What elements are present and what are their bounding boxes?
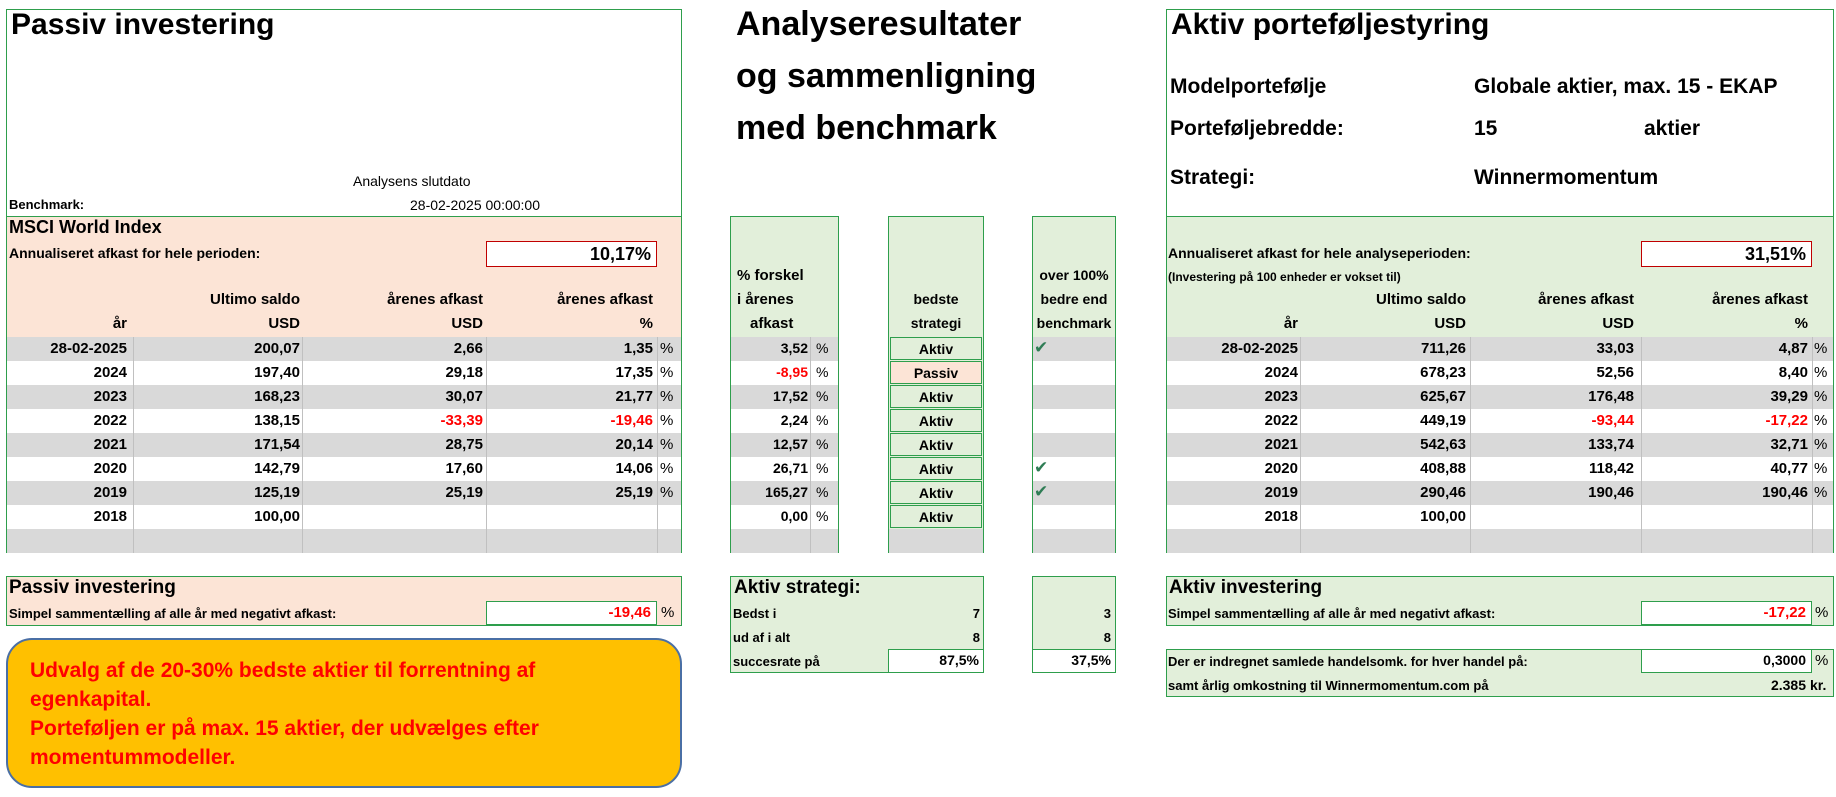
pct-cell: 4,87 [1778, 340, 1808, 357]
diff-unit: % [816, 340, 829, 356]
unit-cell: % [1814, 484, 1828, 501]
saldo-cell: 142,79 [254, 460, 300, 477]
year-cell: 2024 [1264, 364, 1298, 381]
cost-label: Der er indregnet samlede handelsomk. for hver handel på: [1168, 654, 1528, 669]
column-divider [1641, 337, 1642, 553]
benchmark-label: Benchmark: [9, 197, 85, 212]
over-row [1033, 385, 1115, 409]
passive-title: Passiv investering [11, 8, 275, 41]
analysis-title-3: med benchmark [736, 109, 997, 147]
diff-value: 26,71 [772, 460, 808, 476]
active-annual-note: (Investering på 100 enheder er vokset til) [1168, 270, 1401, 284]
column-divider [133, 337, 134, 553]
unit-cell: % [660, 412, 674, 429]
pct-cell: 39,29 [1770, 388, 1808, 405]
over-success-value: 37,5% [1071, 652, 1111, 668]
active-summary-title: Aktiv investering [1169, 577, 1323, 598]
year-cell: 2018 [1264, 508, 1298, 525]
usd-cell: 176,48 [1588, 388, 1634, 405]
model-value: Globale aktier, max. 15 - EKAP [1474, 75, 1778, 98]
pct-cell: 40,77 [1770, 460, 1808, 477]
passive-annual-label: Annualiseret afkast for hele perioden: [9, 245, 261, 261]
diff-unit: % [816, 388, 829, 404]
success-value: 87,5% [939, 652, 979, 668]
diff-value: 17,52 [772, 388, 808, 404]
over-row [1033, 409, 1115, 433]
column-divider [1470, 337, 1471, 553]
saldo-cell: 678,23 [1420, 364, 1466, 381]
year-cell: 2023 [1264, 388, 1298, 405]
usd-cell: 33,03 [1596, 340, 1634, 357]
diff-value: 0,00 [780, 508, 808, 524]
best-hdr-2: strategi [910, 315, 962, 331]
pct-cell: 8,40 [1778, 364, 1808, 381]
width-unit: aktier [1644, 117, 1701, 140]
saldo-cell: 125,19 [254, 484, 300, 501]
active-annual-label: Annualiseret afkast for hele analyseperioden: [1168, 245, 1471, 261]
column-divider [486, 337, 487, 553]
table-row [1167, 529, 1833, 553]
usd-cell: 30,07 [445, 388, 483, 405]
active-hdr-saldo-2: USD [1434, 315, 1466, 332]
pct-cell: 21,77 [615, 388, 653, 405]
model-label: Modelportefølje [1170, 75, 1327, 98]
aktiv-strategy-title: Aktiv strategi: [734, 577, 861, 598]
unit-cell: % [1814, 460, 1828, 477]
best-strategy-cell: Aktiv [890, 385, 982, 408]
yearly-label: samt årlig omkostning til Winnermomentum.com på [1168, 678, 1489, 693]
diff-unit: % [816, 508, 829, 524]
usd-cell: 133,74 [1588, 436, 1634, 453]
diff-hdr-2: i årenes [737, 291, 794, 308]
diff-unit: % [816, 412, 829, 428]
year-cell: 28-02-2025 [50, 340, 127, 357]
diff-row [731, 529, 838, 553]
passive-hdr-year: år [112, 315, 127, 332]
best-strategy-cell: Aktiv [890, 337, 982, 360]
over-row [1033, 529, 1115, 553]
active-summary-label: Simpel sammentælling af alle år med negativt afkast: [1168, 606, 1496, 621]
active-hdr-usd-2: USD [1602, 315, 1634, 332]
best-strategy-cell: Aktiv [890, 481, 982, 504]
pct-cell: 25,19 [615, 484, 653, 501]
cost-unit: % [1815, 652, 1829, 669]
column-divider [302, 337, 303, 553]
year-cell: 2018 [93, 508, 127, 525]
unit-cell: % [660, 460, 674, 477]
analysis-title-2: og sammenligning [736, 57, 1037, 95]
check-icon: ✔ [1034, 482, 1049, 501]
usd-cell: 17,60 [445, 460, 483, 477]
over-hdr-3: benchmark [1036, 315, 1112, 331]
slutdato-label: Analysens slutdato [353, 173, 471, 189]
over-ud-value: 8 [1103, 630, 1111, 645]
over-hdr-2: bedre end [1040, 291, 1108, 307]
active-hdr-pct-1: årenes afkast [1712, 291, 1808, 308]
active-annual-value: 31,51% [1641, 241, 1812, 267]
pct-cell: 32,71 [1770, 436, 1808, 453]
saldo-cell: 542,63 [1420, 436, 1466, 453]
pct-cell: 190,46 [1762, 484, 1808, 501]
passive-summary-unit: % [661, 604, 675, 621]
pct-cell: 1,35 [623, 340, 653, 357]
passive-hdr-pct-1: årenes afkast [557, 291, 653, 308]
saldo-cell: 449,19 [1420, 412, 1466, 429]
over-row [1033, 505, 1115, 529]
column-divider [1300, 337, 1301, 553]
best-strategy-cell: Aktiv [890, 433, 982, 456]
width-value: 15 [1474, 117, 1498, 140]
saldo-cell: 171,54 [254, 436, 300, 453]
diff-value: 2,24 [780, 412, 808, 428]
passive-hdr-usd-2: USD [451, 315, 483, 332]
ud-label: ud af i alt [733, 630, 791, 645]
unit-cell: % [1814, 388, 1828, 405]
strategy-value: Winnermomentum [1474, 166, 1659, 189]
over-hdr-1: over 100% [1039, 267, 1109, 283]
unit-cell: % [1814, 340, 1828, 357]
yearly-unit: kr. [1810, 677, 1827, 693]
active-hdr-year: år [1283, 315, 1298, 332]
note-line-2: egenkapital. [30, 688, 152, 711]
best-strategy-cell: Passiv [890, 361, 982, 384]
diff-unit: % [816, 436, 829, 452]
active-title: Aktiv porteføljestyring [1171, 8, 1490, 41]
year-cell: 2022 [93, 412, 127, 429]
usd-cell: 190,46 [1588, 484, 1634, 501]
year-cell: 2021 [93, 436, 127, 453]
pct-cell: 17,35 [615, 364, 653, 381]
usd-cell: -93,44 [1591, 412, 1634, 429]
year-cell: 2022 [1264, 412, 1298, 429]
active-hdr-pct-2: % [1794, 315, 1808, 332]
active-hdr-usd-1: årenes afkast [1538, 291, 1634, 308]
passive-hdr-saldo-2: USD [268, 315, 300, 332]
best-strategy-cell: Aktiv [890, 505, 982, 528]
column-divider [1812, 337, 1813, 553]
diff-value: 12,57 [772, 436, 808, 452]
saldo-cell: 100,00 [254, 508, 300, 525]
column-divider [810, 337, 811, 553]
saldo-cell: 100,00 [1420, 508, 1466, 525]
unit-cell: % [1814, 436, 1828, 453]
ud-value: 8 [972, 630, 980, 645]
slutdato-value: 28-02-2025 00:00:00 [410, 197, 540, 213]
unit-cell: % [1814, 412, 1828, 429]
yearly-value: 2.385 [1770, 677, 1806, 693]
year-cell: 2020 [93, 460, 127, 477]
passive-hdr-pct-2: % [639, 315, 653, 332]
best-row [889, 529, 983, 553]
year-cell: 2021 [1264, 436, 1298, 453]
best-strategy-cell: Aktiv [890, 409, 982, 432]
unit-cell: % [660, 340, 674, 357]
usd-cell: -33,39 [440, 412, 483, 429]
saldo-cell: 290,46 [1420, 484, 1466, 501]
diff-hdr-3: afkast [750, 315, 794, 332]
year-cell: 2019 [1264, 484, 1298, 501]
cost-value: 0,3000 [1763, 652, 1806, 668]
saldo-cell: 200,07 [254, 340, 300, 357]
usd-cell: 118,42 [1588, 460, 1634, 477]
year-cell: 2024 [93, 364, 127, 381]
table-row [7, 529, 681, 553]
bedst-label: Bedst i [733, 606, 777, 621]
diff-unit: % [816, 460, 829, 476]
year-cell: 2023 [93, 388, 127, 405]
active-summary-value: -17,22 [1763, 604, 1806, 621]
note-line-3: Porteføljen er på max. 15 aktier, der udvælges efter [30, 717, 539, 740]
over-row [1033, 433, 1115, 457]
passive-annual-value: 10,17% [486, 241, 657, 267]
passive-hdr-saldo-1: Ultimo saldo [209, 291, 300, 308]
bedst-value: 7 [972, 606, 980, 621]
passive-summary-title: Passiv investering [9, 577, 176, 598]
over-bedst-value: 3 [1103, 606, 1111, 621]
note-line-1: Udvalg af de 20-30% bedste aktier til forrentning af [30, 659, 536, 682]
active-summary-unit: % [1815, 604, 1829, 621]
diff-value: 3,52 [780, 340, 808, 356]
check-icon: ✔ [1034, 338, 1049, 357]
unit-cell: % [660, 388, 674, 405]
width-label: Porteføljebredde: [1170, 117, 1344, 140]
note-line-4: momentummodeller. [30, 746, 236, 769]
success-label: succesrate på [733, 654, 820, 669]
diff-unit: % [816, 484, 829, 500]
passive-index-name: MSCI World Index [9, 217, 162, 237]
pct-cell: 14,06 [615, 460, 653, 477]
year-cell: 2019 [93, 484, 127, 501]
saldo-cell: 408,88 [1420, 460, 1466, 477]
strategy-note [6, 638, 682, 788]
unit-cell: % [1814, 364, 1828, 381]
saldo-cell: 138,15 [254, 412, 300, 429]
saldo-cell: 168,23 [254, 388, 300, 405]
column-divider [657, 337, 658, 553]
diff-value: 165,27 [765, 484, 808, 500]
saldo-cell: 197,40 [254, 364, 300, 381]
unit-cell: % [660, 436, 674, 453]
year-cell: 28-02-2025 [1221, 340, 1298, 357]
usd-cell: 52,56 [1596, 364, 1634, 381]
unit-cell: % [660, 364, 674, 381]
active-hdr-saldo-1: Ultimo saldo [1375, 291, 1466, 308]
saldo-cell: 625,67 [1420, 388, 1466, 405]
diff-value: -8,95 [776, 364, 808, 380]
strategy-label: Strategi: [1170, 166, 1256, 189]
check-icon: ✔ [1034, 458, 1049, 477]
diff-hdr-1: % forskel [737, 267, 804, 284]
diff-unit: % [816, 364, 829, 380]
passive-summary-value: -19,46 [608, 604, 651, 621]
over-row [1033, 361, 1115, 385]
pct-cell: -19,46 [610, 412, 653, 429]
best-hdr-1: bedste [913, 291, 959, 307]
passive-hdr-usd-1: årenes afkast [387, 291, 483, 308]
passive-summary-label: Simpel sammentælling af alle år med negativt afkast: [9, 606, 337, 621]
pct-cell: 20,14 [615, 436, 653, 453]
usd-cell: 29,18 [445, 364, 483, 381]
usd-cell: 2,66 [453, 340, 483, 357]
usd-cell: 25,19 [445, 484, 483, 501]
unit-cell: % [660, 484, 674, 501]
year-cell: 2020 [1264, 460, 1298, 477]
saldo-cell: 711,26 [1420, 340, 1466, 357]
usd-cell: 28,75 [445, 436, 483, 453]
best-strategy-cell: Aktiv [890, 457, 982, 480]
analysis-title-1: Analyseresultater [736, 5, 1022, 43]
pct-cell: -17,22 [1765, 412, 1808, 429]
